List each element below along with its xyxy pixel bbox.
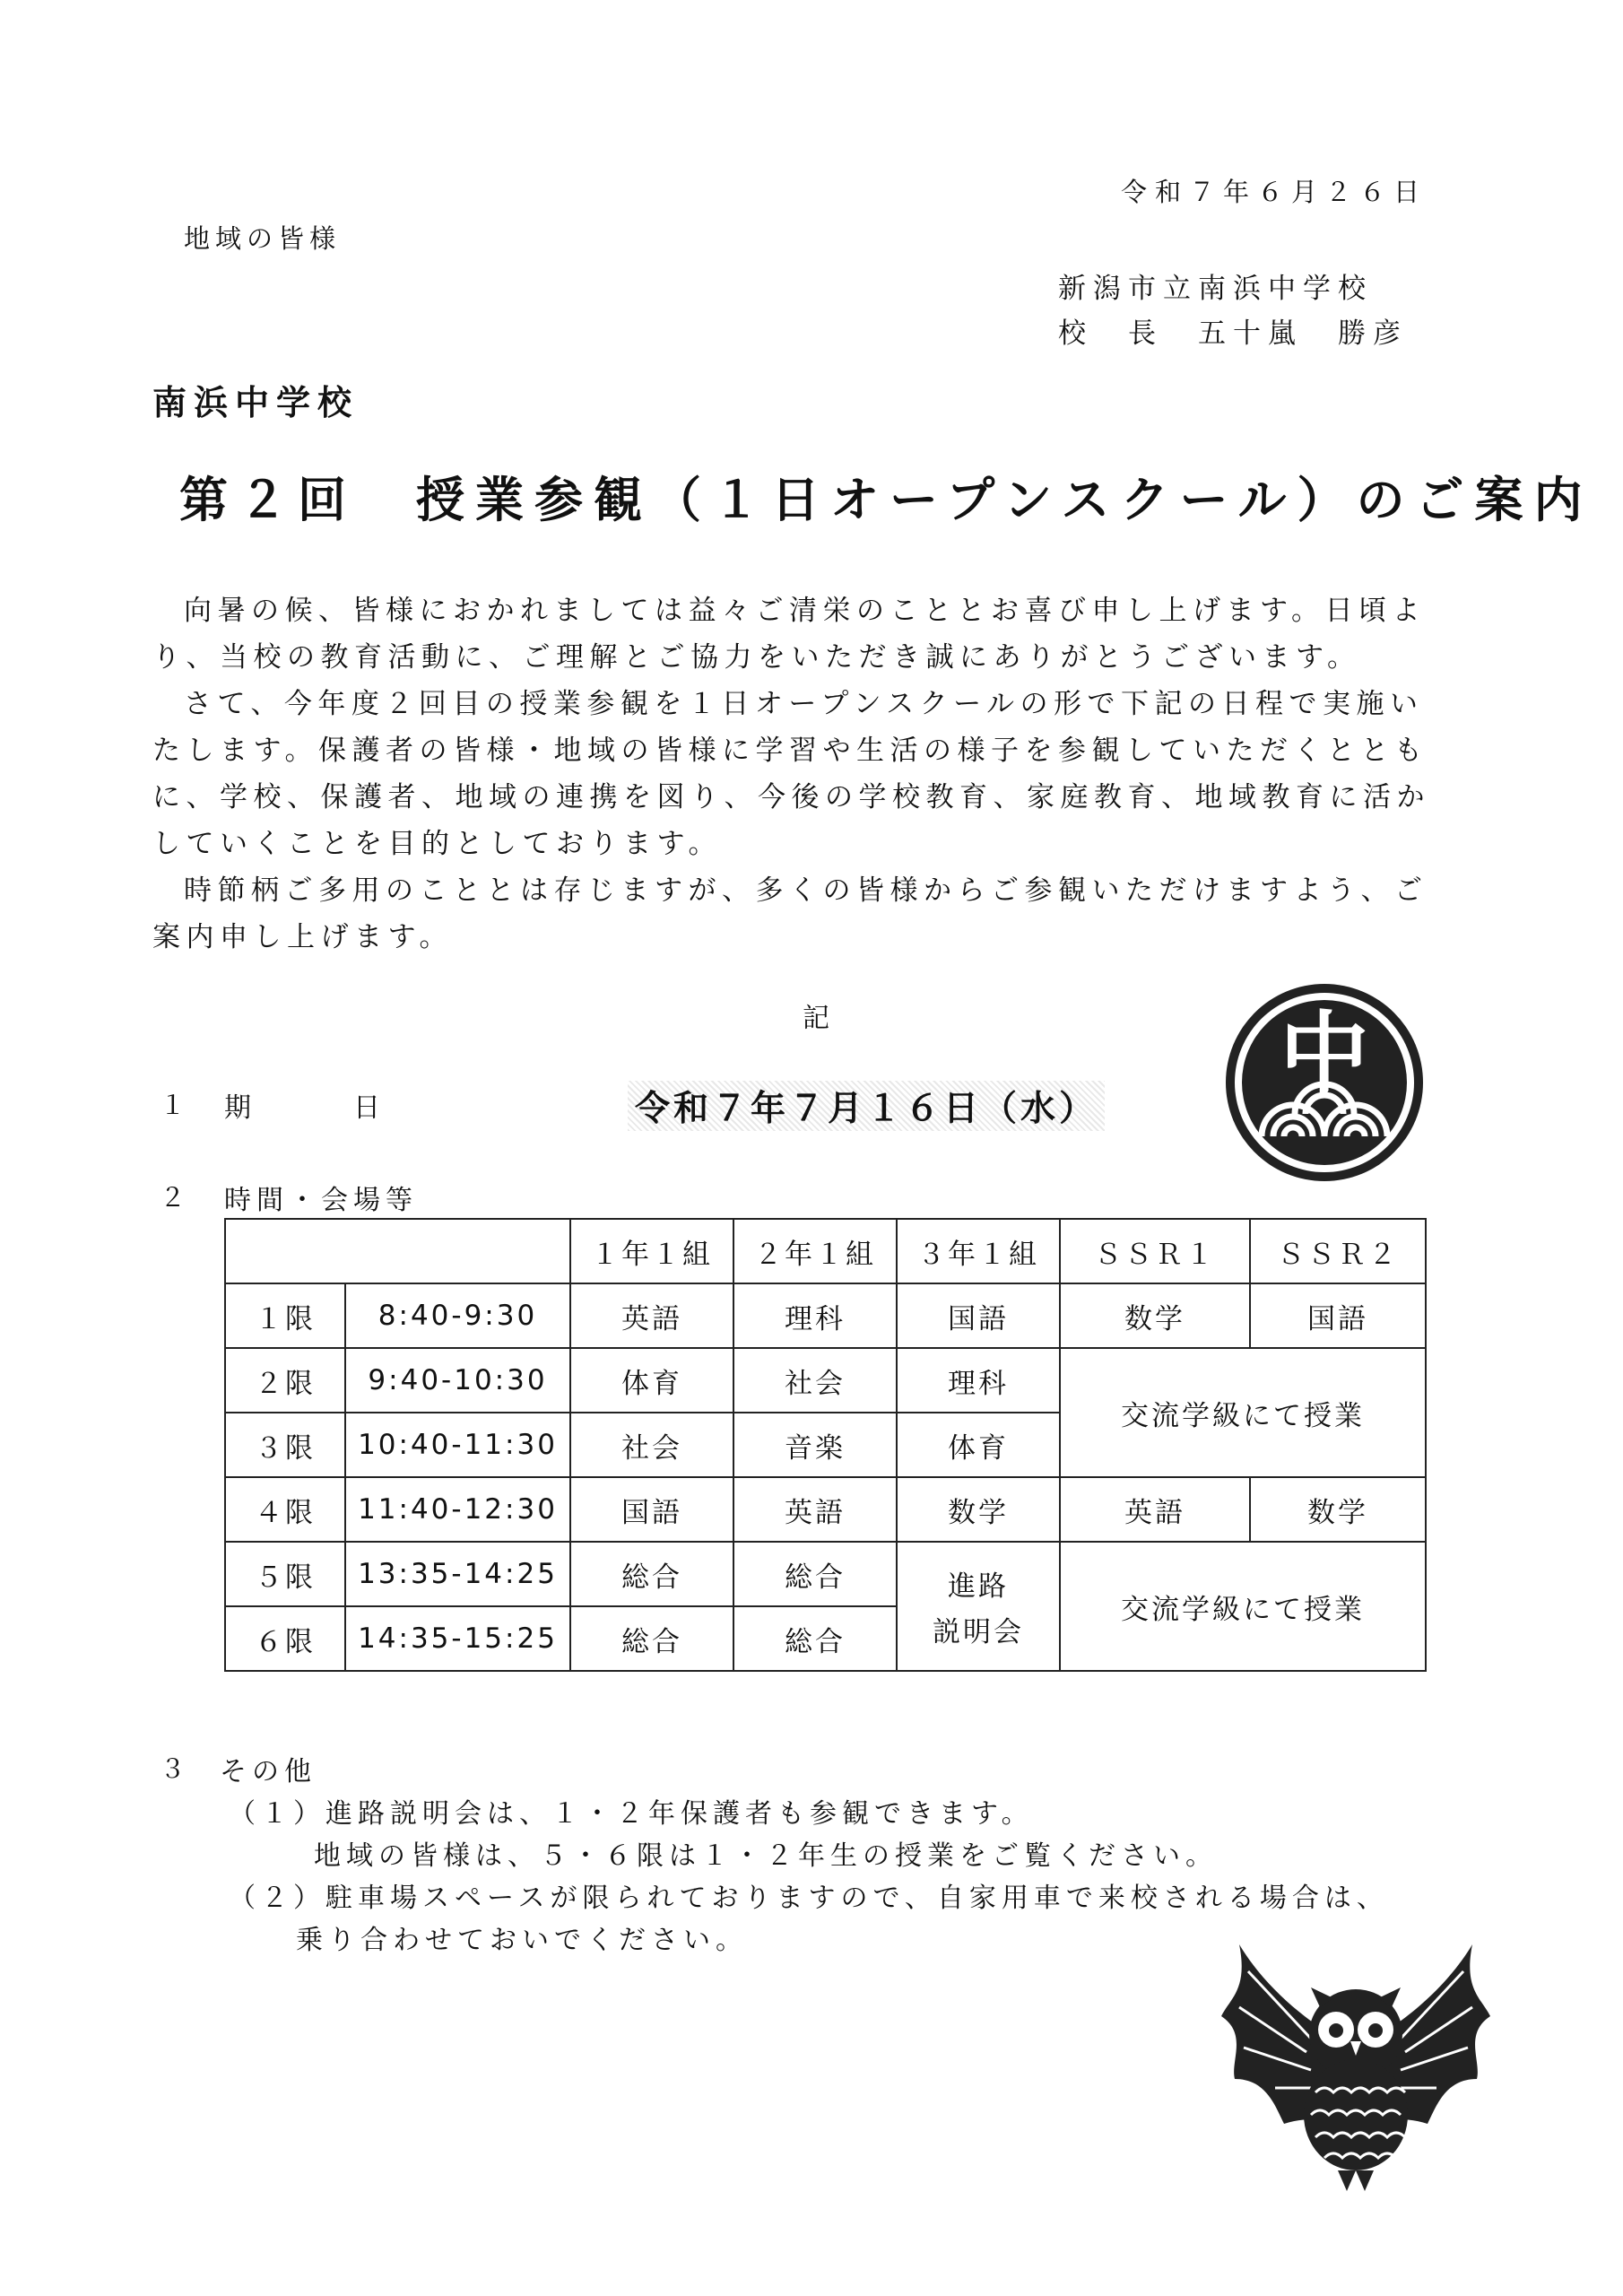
table-row [225, 1348, 1426, 1413]
subject-cell: 総合 [733, 1542, 897, 1606]
event-date: 令和７年７月１６日（水） [628, 1081, 1105, 1131]
subject-cell: 数学 [897, 1477, 1060, 1542]
period-time: 8:40-9:30 [345, 1283, 570, 1348]
career-guidance-line: 進路 [948, 1570, 1009, 1603]
item-label-date: 期 日 [224, 1092, 386, 1124]
subject-cell: 国語 [570, 1477, 733, 1542]
item-label-schedule: 時間・会場等 [224, 1185, 418, 1216]
period-label: １限 [225, 1283, 345, 1348]
note-line: 乗り合わせておいでください。 [296, 1925, 748, 1956]
period-time: 9:40-10:30 [345, 1348, 570, 1413]
sender-school: 新潟市立南浜中学校 [1058, 273, 1373, 305]
subject-cell: 数学 [1250, 1477, 1426, 1542]
header-class-1-1: １年１組 [570, 1219, 733, 1283]
body-line: さて、今年度２回目の授業参観を１日オープンスクールの形で下記の日程で実施い [184, 688, 1424, 720]
subject-cell: 社会 [570, 1413, 733, 1477]
subject-cell: 理科 [897, 1348, 1060, 1413]
subject-cell: 社会 [733, 1348, 897, 1413]
period-time: 13:35-14:25 [345, 1542, 570, 1606]
school-emblem [1221, 979, 1428, 1186]
subject-cell: 数学 [1060, 1283, 1250, 1348]
page-title: 第２回 授業参観（１日オープンスクール）のご案内 [179, 472, 1593, 528]
item-number: １ [160, 1090, 187, 1120]
header-ssr2: ＳＳＲ２ [1250, 1219, 1426, 1283]
table-row [225, 1477, 1426, 1542]
subject-cell: 総合 [570, 1606, 733, 1671]
table-row [225, 1542, 1426, 1606]
header-class-3-1: ３年１組 [897, 1219, 1060, 1283]
table-header-row [225, 1219, 1426, 1283]
career-guidance-line: 説明会 [933, 1616, 1024, 1648]
ki-heading: 記 [803, 1003, 829, 1034]
subject-cell: 理科 [733, 1283, 897, 1348]
header-class-2-1: ２年１組 [733, 1219, 897, 1283]
subject-cell: 体育 [897, 1413, 1060, 1477]
career-guidance-cell [897, 1542, 1060, 1671]
document-date: 令和７年６月２６日 [1121, 177, 1428, 207]
body-line: に、学校、保護者、地域の連携を図り、今後の学校教育、家庭教育、地域教育に活か [152, 781, 1430, 813]
school-heading: 南浜中学校 [152, 383, 360, 422]
subject-cell: 国語 [897, 1283, 1060, 1348]
note-line: 地域の皆様は、５・６限は１・２年生の授業をご覧ください。 [314, 1840, 1218, 1872]
sender-principal: 校 長 五十嵐 勝彦 [1058, 317, 1408, 350]
item-number: ２ [160, 1182, 187, 1213]
body-line: 時節柄ご多用のこととは存じますが、多くの皆様からご参観いただけますよう、ご [184, 874, 1428, 907]
item-number: ３ [160, 1753, 187, 1784]
header-empty-cell [225, 1219, 570, 1283]
body-line: 案内申し上げます。 [152, 921, 454, 953]
note-line: （２）駐車場スペースが限られておりますので、自家用車で来校される場合は、 [229, 1883, 1389, 1914]
period-label: ３限 [225, 1413, 345, 1477]
emblem-character: 中 [1280, 1002, 1369, 1107]
subject-cell: 体育 [570, 1348, 733, 1413]
note-line: （１）進路説明会は、１・２年保護者も参観できます。 [229, 1798, 1034, 1830]
item-label-other: その他 [220, 1756, 317, 1787]
header-ssr1: ＳＳＲ１ [1060, 1219, 1250, 1283]
period-time: 10:40-11:30 [345, 1413, 570, 1477]
subject-cell: 英語 [570, 1283, 733, 1348]
addressee: 地域の皆様 [184, 223, 342, 254]
subject-cell: 総合 [570, 1542, 733, 1606]
period-time: 14:35-15:25 [345, 1606, 570, 1671]
exchange-class-cell: 交流学級にて授業 [1060, 1542, 1426, 1671]
period-label: ６限 [225, 1606, 345, 1671]
table-row [225, 1283, 1426, 1348]
period-label: ５限 [225, 1542, 345, 1606]
subject-cell: 国語 [1250, 1283, 1426, 1348]
body-line: していくことを目的としております。 [152, 828, 723, 860]
subject-cell: 英語 [733, 1477, 897, 1542]
period-label: ２限 [225, 1348, 345, 1413]
subject-cell: 英語 [1060, 1477, 1250, 1542]
exchange-class-cell: 交流学級にて授業 [1060, 1348, 1426, 1477]
subject-cell: 音楽 [733, 1413, 897, 1477]
body-line: 向暑の候、皆様におかれましては益々ご清栄のこととお喜び申し上げます。日頃よ [184, 595, 1427, 627]
owl-mascot-illustration [1212, 1935, 1499, 2205]
schedule-table [224, 1218, 1427, 1672]
body-line: り、当校の教育活動に、ご理解とご協力をいただき誠にありがとうございます。 [152, 641, 1361, 674]
body-line: たします。保護者の皆様・地域の皆様に学習や生活の様子を参観していただくととも [152, 735, 1428, 767]
period-time: 11:40-12:30 [345, 1477, 570, 1542]
subject-cell: 総合 [733, 1606, 897, 1671]
period-label: ４限 [225, 1477, 345, 1542]
